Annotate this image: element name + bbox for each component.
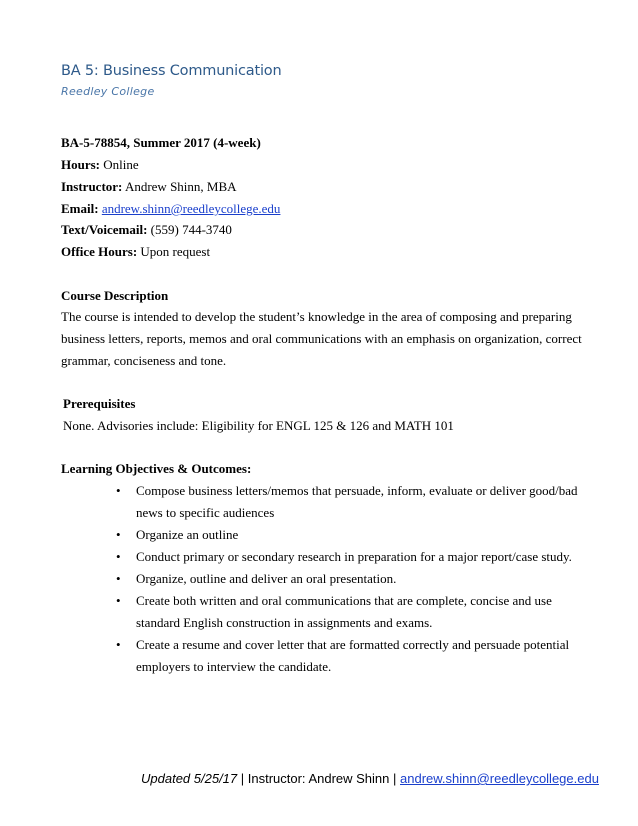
bullet-icon: •	[116, 637, 121, 652]
instructor-label: Instructor:	[61, 179, 123, 194]
course-description-line: business letters, reports, memos and oral communications with an emphasis on organization, correct	[61, 331, 582, 346]
office-hours-label: Office Hours:	[61, 244, 138, 259]
footer-separator: |	[237, 771, 248, 786]
objective-item: Compose business letters/memos that persuade, inform, evaluate or deliver good/bad	[136, 483, 578, 498]
course-description-line: grammar, conciseness and tone.	[61, 353, 227, 368]
objective-item-continued: news to specific audiences	[136, 505, 275, 520]
objective-item-continued: employers to interview the candidate.	[136, 659, 332, 674]
bullet-icon: •	[116, 483, 121, 498]
objective-item-continued: standard English construction in assignments and exams.	[136, 615, 433, 630]
footer-email-link[interactable]: andrew.shinn@reedleycollege.edu	[400, 771, 599, 786]
bullet-icon: •	[116, 527, 121, 542]
hours-value: Online	[103, 157, 139, 172]
objective-item: Organize, outline and deliver an oral presentation.	[136, 571, 397, 586]
objective-item: Organize an outline	[136, 527, 239, 542]
course-description-heading: Course Description	[61, 288, 169, 303]
document-subtitle: Reedley College	[61, 85, 155, 98]
course-description-line: The course is intended to develop the student’s knowledge in the area of composing and preparing	[61, 309, 572, 324]
bullet-icon: •	[116, 549, 121, 564]
document-title: BA 5: Business Communication	[61, 63, 282, 79]
page-footer	[141, 771, 599, 786]
bullet-icon: •	[116, 571, 121, 586]
instructor-line	[61, 179, 237, 195]
email-link[interactable]: andrew.shinn@reedleycollege.edu	[101, 201, 281, 216]
objective-item: Create a resume and cover letter that are formatted correctly and persuade potential	[136, 637, 570, 652]
instructor-value: Andrew Shinn, MBA	[124, 179, 237, 194]
objective-item: Conduct primary or secondary research in preparation for a major report/case study.	[136, 549, 572, 564]
prerequisites-heading: Prerequisites	[63, 396, 136, 411]
footer-instructor: Instructor: Andrew Shinn	[247, 771, 390, 786]
phone-line	[61, 222, 232, 238]
office-hours-line	[61, 244, 210, 260]
objective-item: Create both written and oral communications that are complete, concise and use	[136, 593, 552, 608]
footer-updated: Updated 5/25/17	[141, 771, 238, 786]
course-code: BA-5-78854, Summer 2017 (4-week)	[61, 135, 261, 150]
footer-separator: |	[389, 771, 400, 786]
email-label: Email:	[61, 201, 99, 216]
objectives-heading: Learning Objectives & Outcomes:	[61, 461, 252, 476]
email-line	[61, 201, 280, 217]
hours-label: Hours:	[61, 157, 100, 172]
hours-line	[61, 157, 139, 173]
office-hours-value: Upon request	[140, 244, 211, 259]
phone-value: (559) 744-3740	[150, 222, 232, 237]
bullet-icon: •	[116, 593, 121, 608]
phone-label: Text/Voicemail:	[61, 222, 148, 237]
prerequisites-text: None. Advisories include: Eligibility for ENGL 125 & 126 and MATH 101	[63, 418, 454, 433]
